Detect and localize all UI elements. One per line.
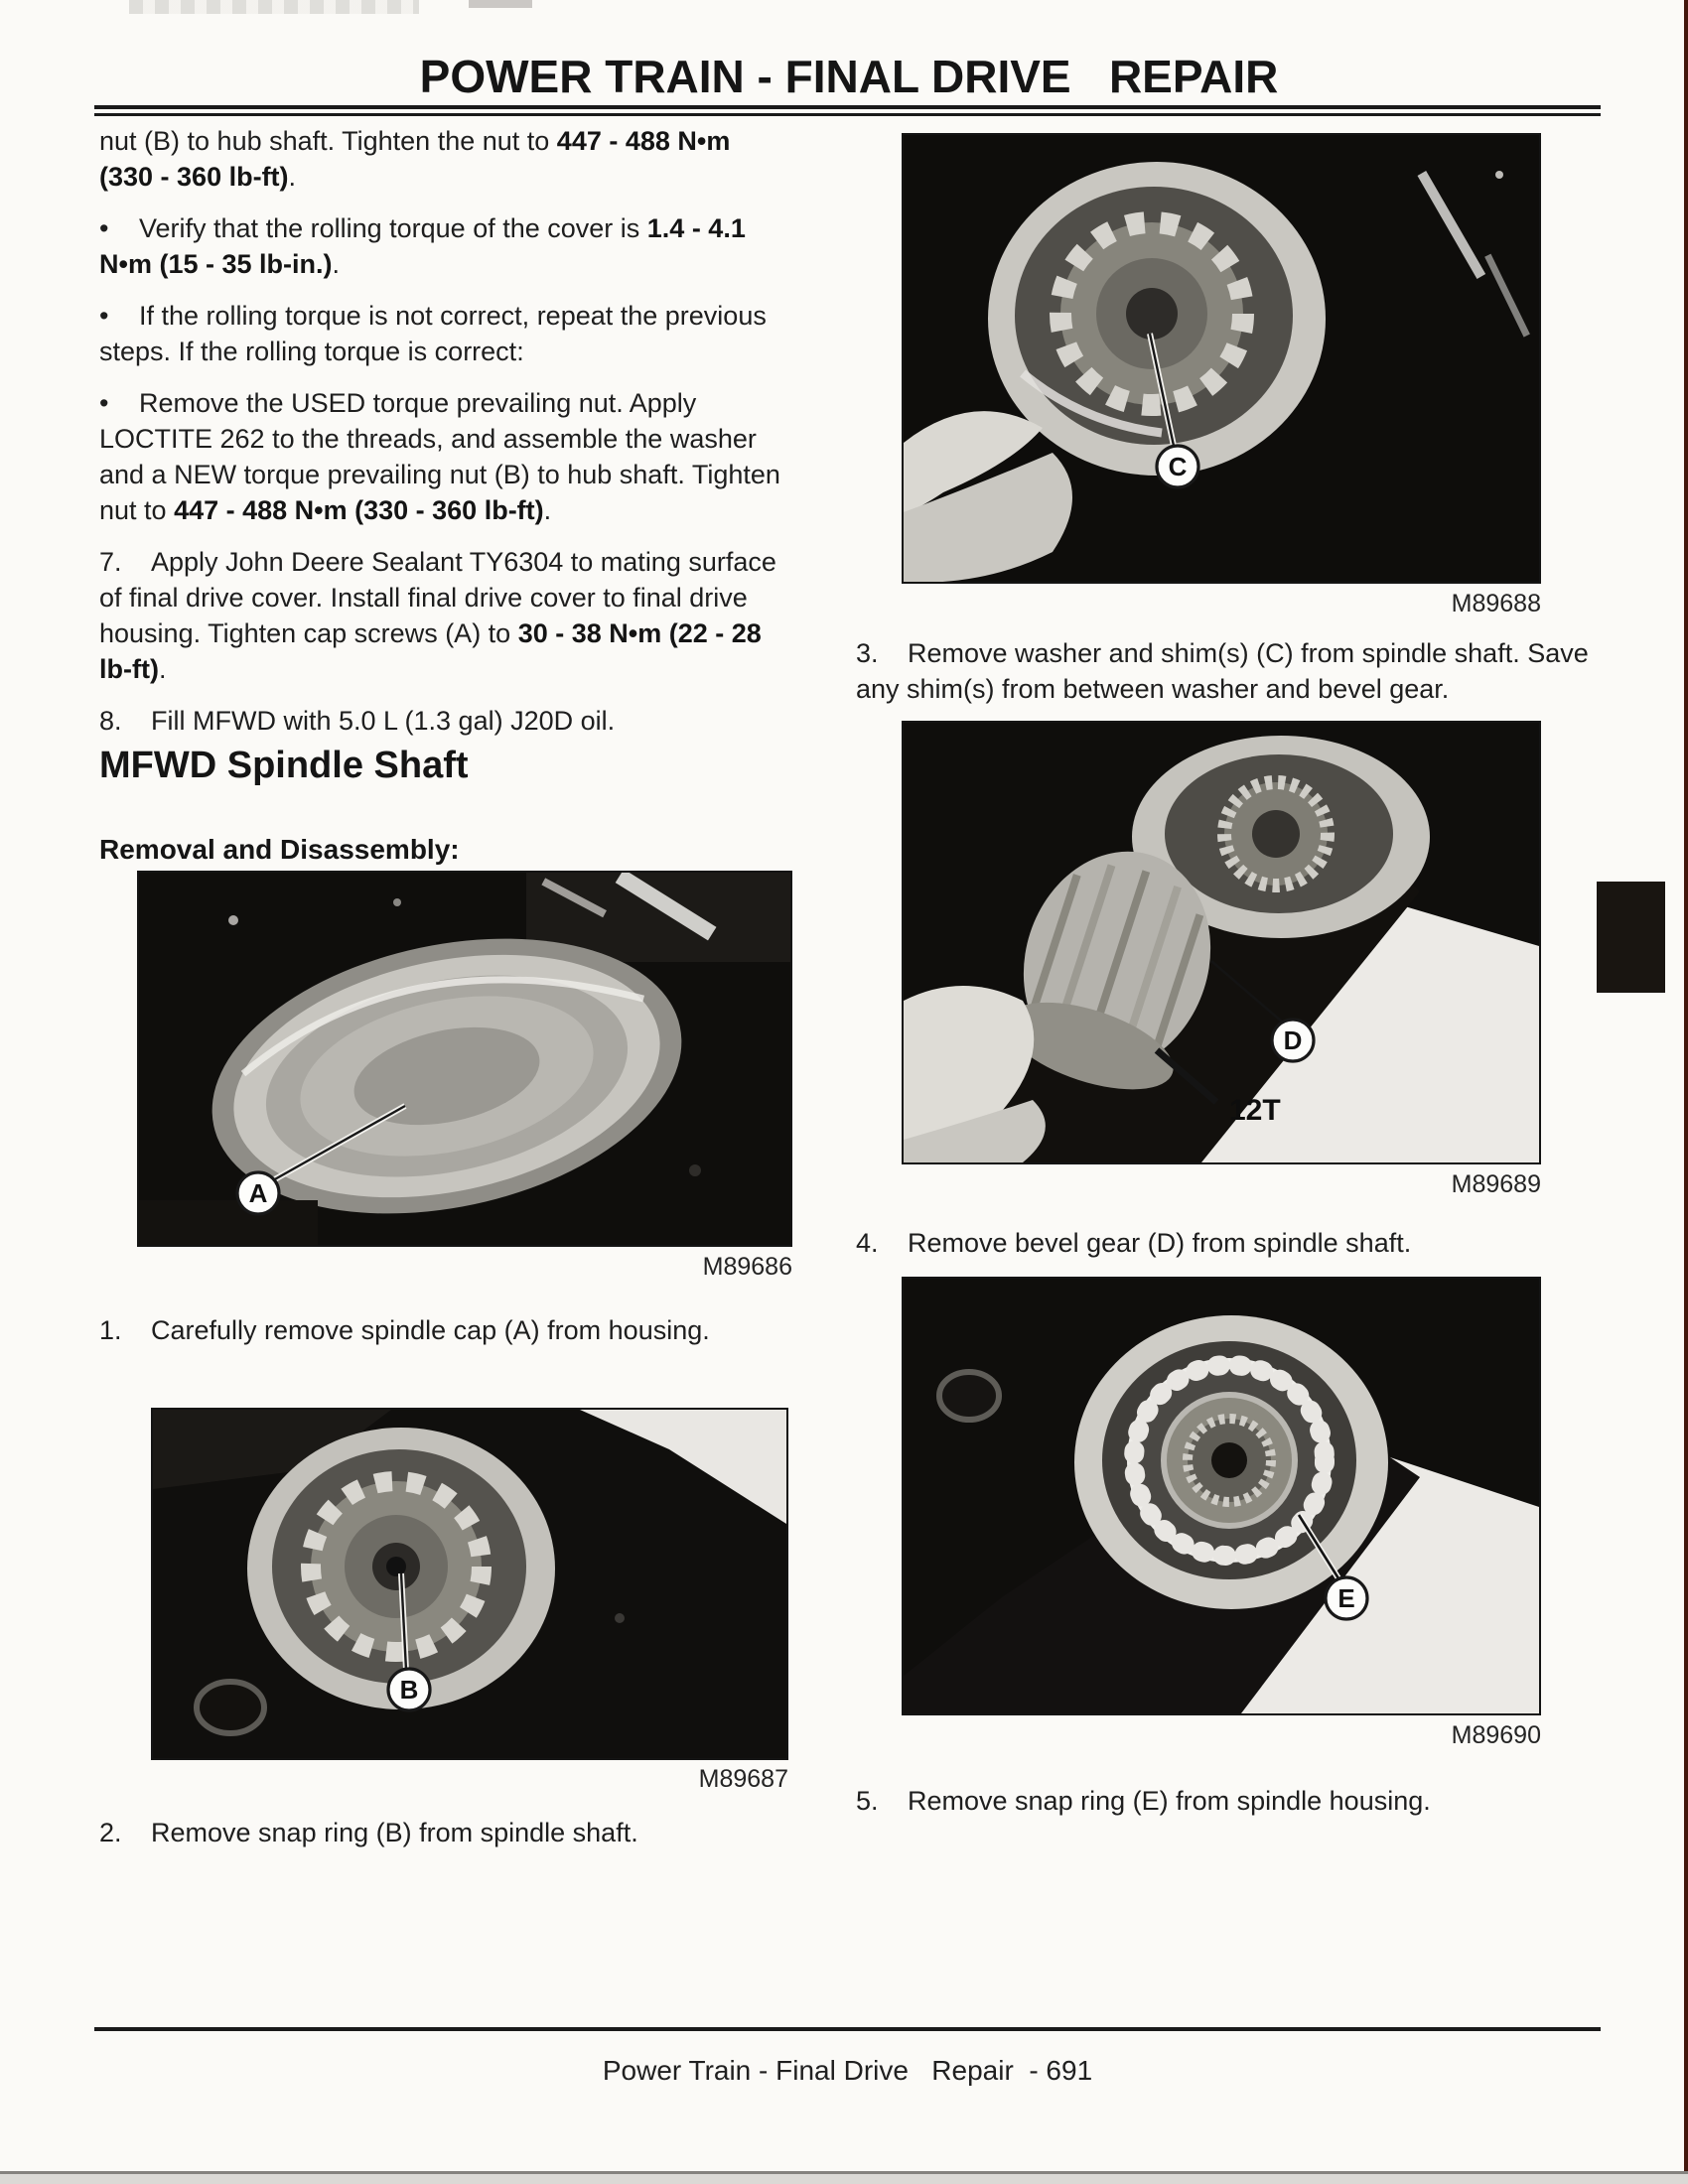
- figure-m89686-caption: M89686: [702, 1253, 792, 1281]
- label-E-text: E: [1337, 1583, 1355, 1613]
- step-number: 7.: [99, 547, 122, 577]
- figure-m89689-photo: [902, 721, 1541, 1164]
- text-run: .: [543, 495, 552, 525]
- step-2: [99, 1815, 794, 1850]
- bold-torque-value: 447 - 488 N•m (330 - 360 lb-ft): [174, 495, 544, 525]
- bullet-marker: •: [99, 388, 109, 418]
- scan-edge-right: [1684, 0, 1688, 2184]
- step-4: [856, 1225, 1599, 1261]
- text-run: Remove snap ring (E) from spindle housing.: [908, 1786, 1431, 1816]
- label-12T-text: 12T: [1229, 1094, 1281, 1127]
- text-run: .: [288, 162, 297, 192]
- bullet-verify-torque: [99, 210, 786, 282]
- step-5: [856, 1783, 1599, 1819]
- scan-smudge-top-center: [469, 0, 532, 8]
- step-number: 2.: [99, 1818, 122, 1847]
- footer-rule: [94, 2027, 1601, 2031]
- figure-m89689-caption: M89689: [1451, 1170, 1541, 1198]
- text-run: .: [158, 654, 167, 684]
- page-index-tab: [1597, 882, 1665, 993]
- scan-edge-bottom-band: [0, 2174, 1688, 2184]
- figure-m89690-photo: [902, 1277, 1541, 1715]
- paragraph-torque-nut: [99, 123, 786, 195]
- bullet-torque-not-correct: [99, 298, 786, 369]
- text-run: nut (B) to hub shaft. Tighten the nut to: [99, 126, 557, 156]
- bullet-marker: •: [99, 301, 109, 331]
- washer-shims-photo-illustration: [904, 135, 1539, 582]
- text-run: Verify that the rolling torque of the cover is: [139, 213, 647, 243]
- bold-torque-value: 30 - 38 N•m (22 - 28 lb-ft): [99, 618, 762, 684]
- text-run: Apply John Deere Sealant TY6304 to mating surface of final drive cover. Install final drive cover to final drive housing. Tighten cap screws (A) to: [99, 547, 776, 648]
- sub-heading: Removal and Disassembly:: [99, 834, 460, 865]
- figure-m89687-photo: [151, 1408, 788, 1760]
- text-run: Remove washer and shim(s) (C) from spindle shaft. Save any shim(s) from between washer and bevel gear.: [856, 638, 1589, 704]
- figure-m89687-caption: M89687: [698, 1765, 788, 1793]
- text-run: Remove the USED torque prevailing nut. Apply LOCTITE 262 to the threads, and assemble the washer and a NEW torque prevailing nut (B) to hub shaft. Tighten nut to: [99, 388, 780, 525]
- text-run: Remove bevel gear (D) from spindle shaft.: [908, 1228, 1412, 1258]
- bullet-marker: •: [99, 213, 109, 243]
- bold-torque-value: 1.4 - 4.1 N•m (15 - 35 lb-in.): [99, 213, 746, 279]
- snap-ring-photo-illustration: [153, 1410, 786, 1758]
- section-heading: MFWD Spindle Shaft: [99, 745, 469, 786]
- step-7: [99, 544, 786, 687]
- label-A-text: A: [248, 1178, 268, 1208]
- bold-torque-value: 447 - 488 N•m (330 - 360 lb-ft): [99, 126, 731, 192]
- header-rule-bottom: [94, 113, 1601, 116]
- label-D-text: D: [1283, 1025, 1303, 1055]
- footer-page-label: Power Train - Final Drive Repair - 691: [602, 2055, 1093, 2086]
- bearing-photo-illustration: [904, 1279, 1539, 1713]
- text-run: Remove snap ring (B) from spindle shaft.: [151, 1818, 638, 1847]
- step-number: 4.: [856, 1228, 879, 1258]
- step-number: 8.: [99, 706, 122, 736]
- figure-m89688-photo: [902, 133, 1541, 584]
- bevel-gear-photo-illustration: [904, 723, 1539, 1162]
- step-number: 3.: [856, 638, 879, 668]
- figure-m89690-caption: M89690: [1451, 1721, 1541, 1749]
- label-C-text: C: [1168, 452, 1188, 481]
- step-1: [99, 1312, 794, 1348]
- header-rule-top: [94, 105, 1601, 109]
- text-run: If the rolling torque is not correct, repeat the previous steps. If the rolling torque is correct:: [99, 301, 767, 366]
- label-B-text: B: [399, 1675, 419, 1705]
- step-8: [99, 703, 786, 739]
- step-number: 1.: [99, 1315, 122, 1345]
- text-run: Carefully remove spindle cap (A) from housing.: [151, 1315, 710, 1345]
- page-title: POWER TRAIN - FINAL DRIVE REPAIR: [419, 51, 1279, 102]
- step-number: 5.: [856, 1786, 879, 1816]
- figure-m89686-photo: [137, 871, 792, 1247]
- text-run: Fill MFWD with 5.0 L (1.3 gal) J20D oil.: [151, 706, 616, 736]
- figure-m89688-caption: M89688: [1451, 590, 1541, 617]
- step-3: [856, 635, 1599, 707]
- spindle-cap-photo-illustration: [139, 873, 790, 1245]
- scan-smudge-top-left: [129, 0, 419, 14]
- left-column: [99, 123, 786, 739]
- text-run: .: [332, 249, 340, 279]
- bullet-remove-used-nut: [99, 385, 786, 528]
